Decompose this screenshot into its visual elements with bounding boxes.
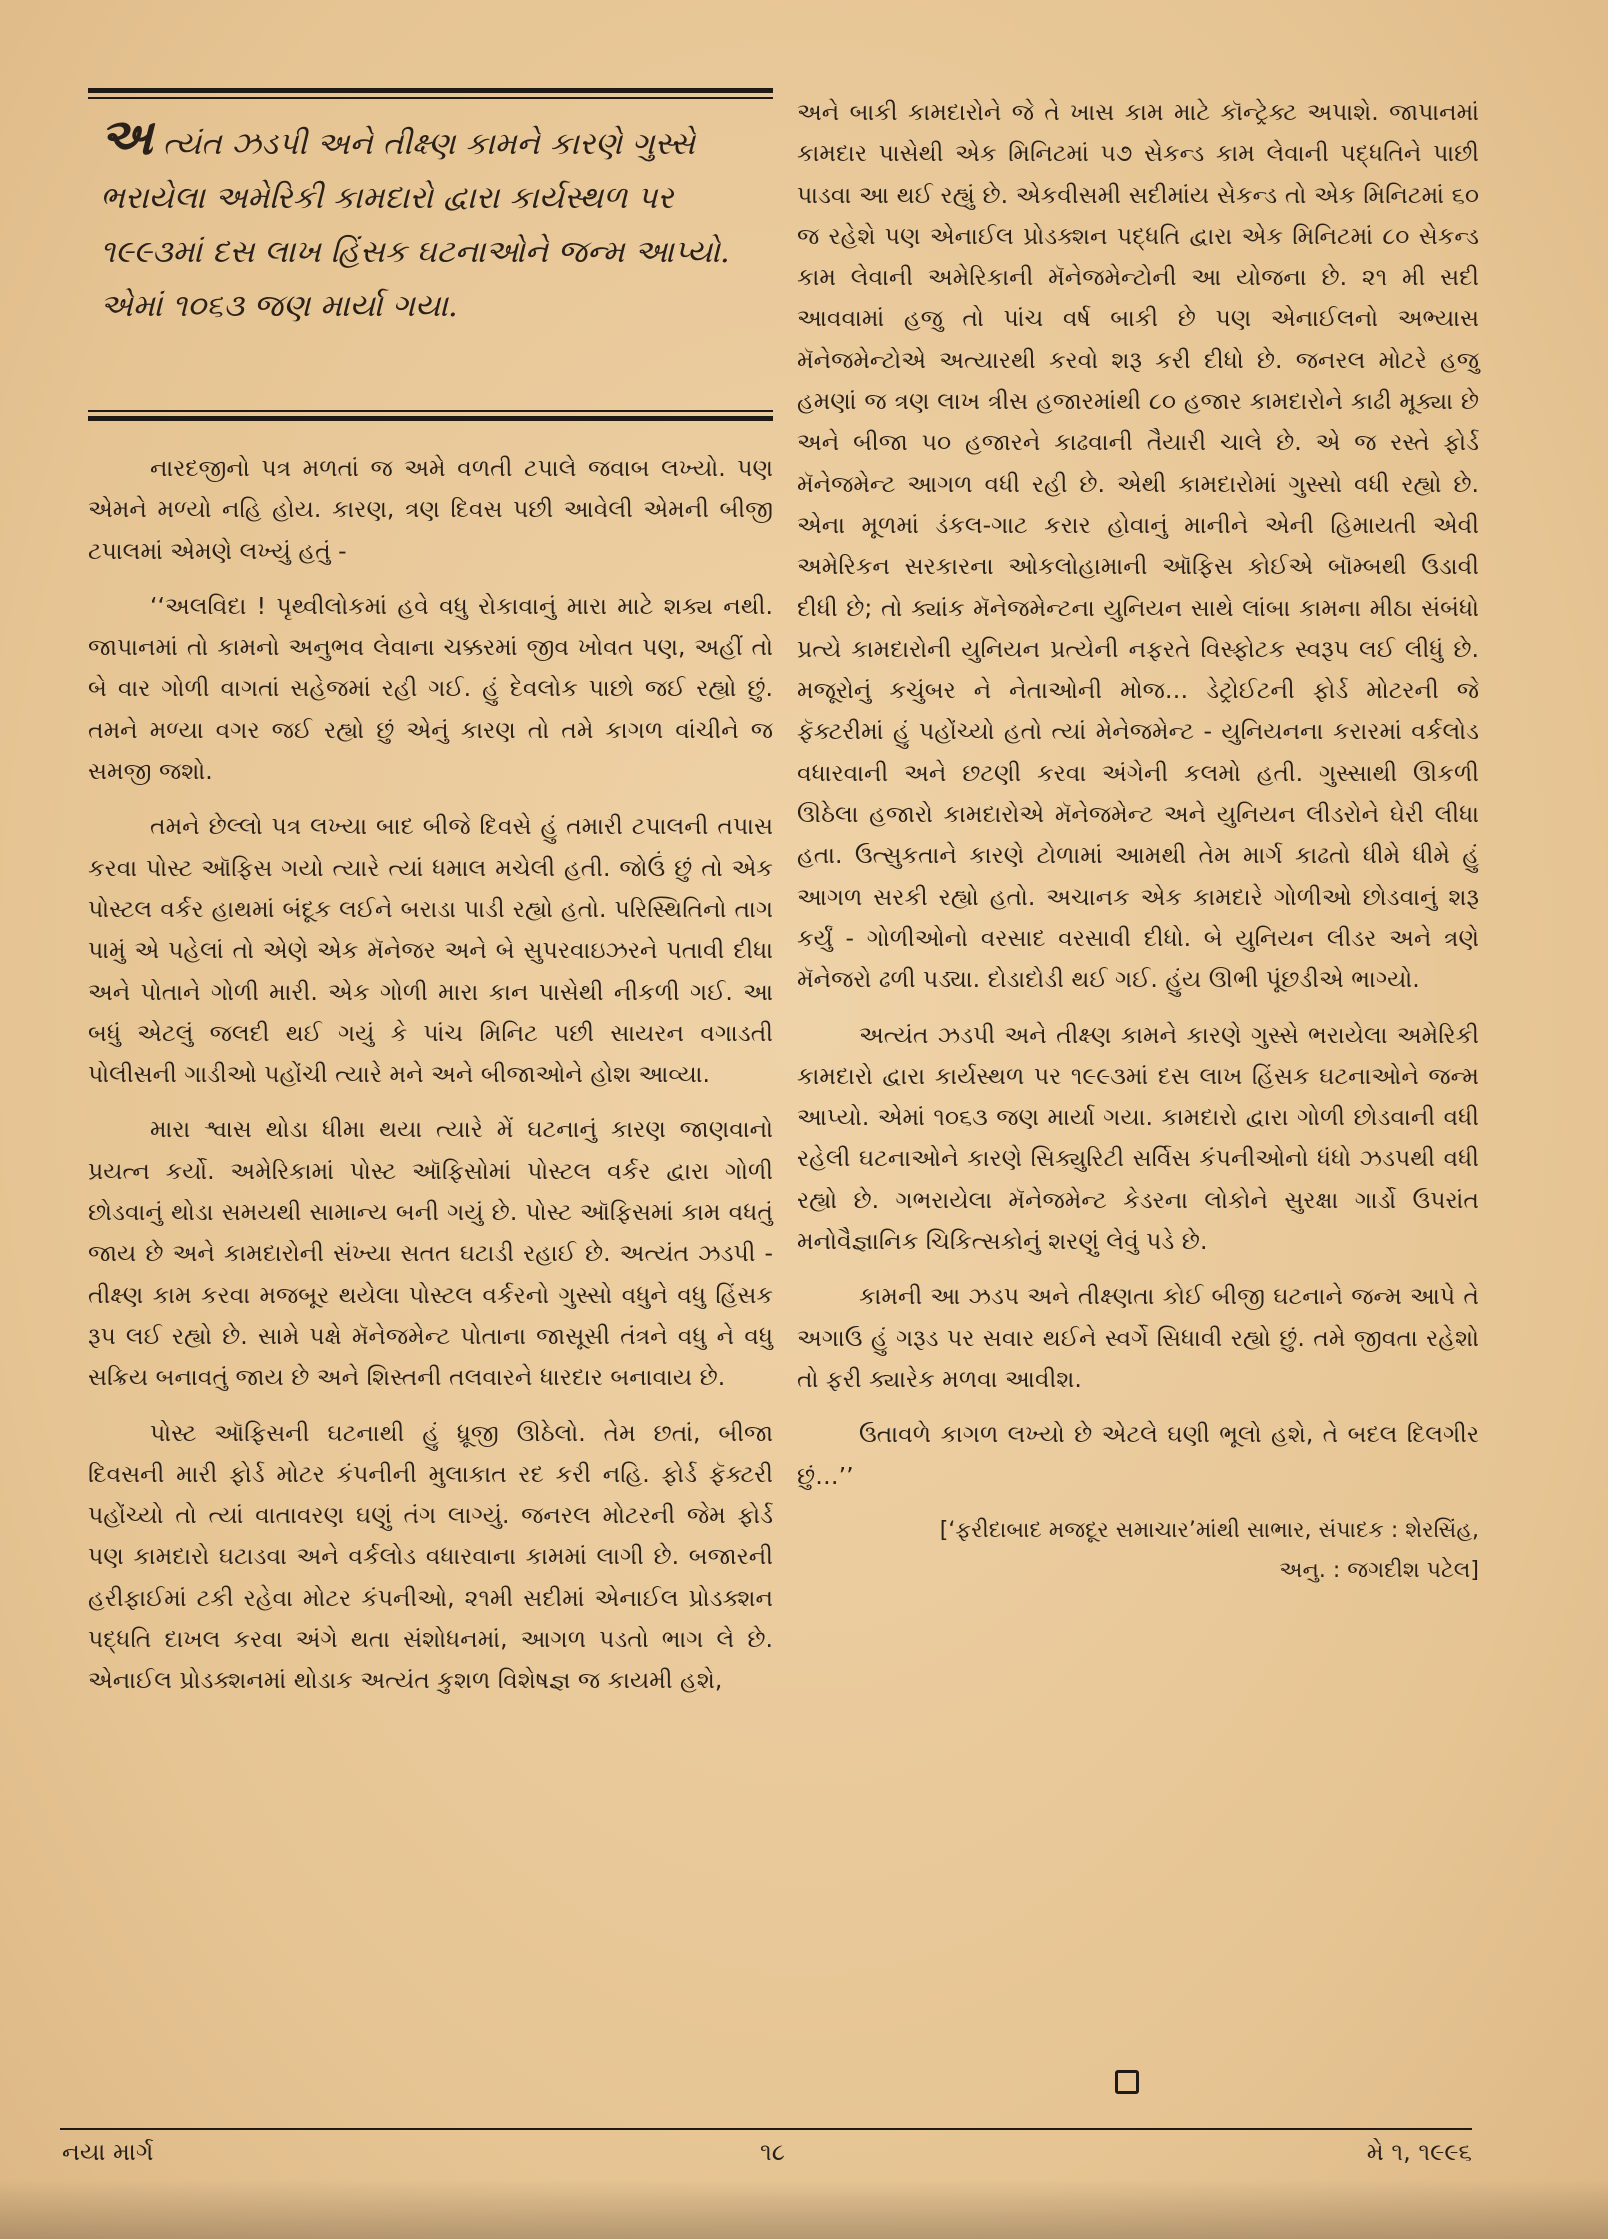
pull-quote	[100, 107, 760, 333]
paragraph: તમને છેલ્લો પત્ર લખ્યા બાદ બીજે દિવસે હું તમારી ટપાલની તપાસ કરવા પોસ્ટ ઑફિસ ગયો ત્યારે ત્યાં ધમાલ મચેલી હતી. જોઉં છું તો એક પોસ્ટલ વર્કર હાથમાં બંદૂક લઈને બરાડા પાડી રહ્યો હતો. પરિસ્થિતિનો તાગ પામું એ પહેલાં તો એણે એક મૅનેજર અને બે સુપરવાઇઝરને પતાવી દીધા અને પોતાને ગોળી મારી. એક ગોળી મારા કાન પાસેથી નીકળી ગઈ. આ બધું એટલું જલદી થઈ ગયું કે પાંચ મિનિટ પછી સાયરન વગાડતી પોલીસની ગાડીઓ પહોંચી ત્યારે મને અને બીજાઓને હોશ આવ્યા.	[88, 812, 773, 1089]
pull-quote-text: ત્યંત ઝડપી અને તીક્ષ્ણ કામને કારણે ગુસ્સે ભરાયેલા અમેરિકી કામદારો દ્વારા કાર્યસ્થળ પર ૧૯૯૩માં દસ લાખ હિંસક ઘટનાઓને જન્મ આપ્યો. એમાં ૧૦૬૩ જણ માર્યા ગયા.	[100, 126, 730, 324]
footer-page-number: ૧૮	[760, 2138, 785, 2166]
source-credit	[797, 1511, 1479, 1591]
end-mark-icon	[1115, 2070, 1139, 2094]
paragraph: ‘‘અલવિદા ! પૃથ્વીલોકમાં હવે વધુ રોકાવાનું મારા માટે શક્ય નથી. જાપાનમાં તો કામનો અનુભવ લેવાના ચક્કરમાં જીવ ખોવત પણ, અહીં તો બે વાર ગોળી વાગતાં સહેજમાં રહી ગઈ. હું દેવલોક પાછો જઈ રહ્યો છું. તમને મળ્યા વગર જઈ રહ્યો છું એનું કારણ તો તમે કાગળ વાંચીને જ સમજી જશો.	[88, 591, 773, 786]
footer-date: મે ૧, ૧૯૯૬	[1366, 2138, 1472, 2166]
paragraph: મારા શ્વાસ થોડા ધીમા થયા ત્યારે મેં ઘટનાનું કારણ જાણવાનો પ્રયત્ન કર્યો. અમેરિકામાં પોસ્ટ ઑફિસોમાં પોસ્ટલ વર્કર દ્વારા ગોળી છોડવાનું થોડા સમયથી સામાન્ય બની ગયું છે. પોસ્ટ ઑફિસમાં કામ વધતું જાય છે અને કામદારોની સંખ્યા સતત ઘટાડી રહાઈ છે. અત્યંત ઝડપી - તીક્ષ્ણ કામ કરવા મજબૂર થયેલા પોસ્ટલ વર્કરનો ગુસ્સો વધુને વધુ હિંસક રૂપ લઈ રહ્યો છે. સામે પક્ષે મૅનેજમેન્ટ પોતાના જાસૂસી તંત્રને વધુ ને વધુ સક્રિય બનાવતું જાય છે અને શિસ્તની તલવારને ધારદાર બનાવાય છે.	[88, 1115, 773, 1392]
left-body-text	[88, 448, 773, 1716]
source-credit-line: [‘ફરીદાબાદ મજદૂર સમાચાર’માંથી સાભાર, સંપાદક : શેરસિંહ,	[939, 1517, 1479, 1543]
pull-quote-bottom-rule-thin	[88, 410, 773, 412]
paragraph: અત્યંત ઝડપી અને તીક્ષ્ણ કામને કારણે ગુસ્સે ભરાયેલા અમેરિકી કામદારો દ્વારા કાર્યસ્થળ પર ૧૯૯૩માં દસ લાખ હિંસક ઘટનાઓને જન્મ આપ્યો. એમાં ૧૦૬૩ જણ માર્યા ગયા. કામદારો દ્વારા ગોળી છોડવાની વધી રહેલી ઘટનાઓને કારણે સિક્યુરિટી સર્વિસ કંપનીઓનો ધંધો ઝડપથી વધી રહ્યો છે. ગભરાયેલા મૅનેજમેન્ટ કેડરના લોકોને સુરક્ષા ગાર્ડો ઉપરાંત મનોવૈજ્ઞાનિક ચિકિત્સકોનું શરણું લેવું પડે છે.	[797, 1020, 1479, 1256]
paragraph: પોસ્ટ ઑફિસની ઘટનાથી હું ધ્રૂજી ઊઠેલો. તેમ છતાં, બીજા દિવસની મારી ફોર્ડ મોટર કંપનીની મુલાકાત રદ કરી નહિ. ફોર્ડ ફૅક્ટરી પહોંચ્યો તો ત્યાં વાતાવરણ ઘણું તંગ લાગ્યું. જનરલ મોટરની જેમ ફોર્ડ પણ કામદારો ઘટાડવા અને વર્કલોડ વધારવાના કામમાં લાગી છે. બજારની હરીફાઈમાં ટકી રહેવા મોટર કંપનીઓ, ૨૧મી સદીમાં એનાઈલ પ્રોડક્શન પદ્ધતિ દાખલ કરવા અંગે થતા સંશોધનમાં, આગળ પડતો ભાગ લે છે. એનાઈલ પ્રોડક્શનમાં થોડાક અત્યંત કુશળ વિશેષજ્ઞ જ કાયમી હશે,	[88, 1418, 773, 1695]
right-body-text	[797, 92, 1479, 1591]
pull-quote-dropcap: અ	[100, 107, 153, 166]
pull-quote-top-rule-thin	[88, 97, 773, 99]
pull-quote-top-rule	[88, 88, 773, 93]
paragraph: નારદજીનો પત્ર મળતાં જ અમે વળતી ટપાલે જવાબ લખ્યો. પણ એમને મળ્યો નહિ હોય. કારણ, ત્રણ દિવસ પછી આવેલી એમની બીજી ટપાલમાં એમણે લખ્યું હતું -	[88, 454, 773, 565]
paragraph: અને બાકી કામદારોને જે તે ખાસ કામ માટે કૉન્ટ્રેક્ટ અપાશે. જાપાનમાં કામદાર પાસેથી એક મિનિટમાં ૫૭ સેકન્ડ કામ લેવાની પદ્ધતિને પાછી પાડવા આ થઈ રહ્યું છે. એકવીસમી સદીમાંય સેકન્ડ તો એક મિનિટમાં ૬૦ જ રહેશે પણ એનાઈલ પ્રોડક્શન પદ્ધતિ દ્વારા એક મિનિટમાં ૮૦ સેકન્ડ કામ લેવાની અમેરિકાની મૅનેજમેન્ટોની આ યોજના છે. ૨૧ મી સદી આવવામાં હજુ તો પાંચ વર્ષ બાકી છે પણ એનાઈલનો અભ્યાસ મૅનેજમેન્ટોએ અત્યારથી કરવો શરૂ કરી દીધો છે. જનરલ મોટરે હજુ હમણાં જ ત્રણ લાખ ત્રીસ હજારમાંથી ૮૦ હજાર કામદારોને કાઢી મૂક્યા છે અને બીજા ૫૦ હજારને કાઢવાની તૈયારી ચાલે છે. એ જ રસ્તે ફોર્ડ મૅનેજમેન્ટ આગળ વધી રહી છે. એથી કામદારોમાં ગુસ્સો વધી રહ્યો છે. એના મૂળમાં ડંકલ-ગાટ કરાર હોવાનું માનીને એની હિમાયતી એવી અમેરિકન સરકારના ઓકલોહામાની ઑફિસ કોઈએ બૉમ્બથી ઉડાવી દીધી છે; તો ક્યાંક મૅનેજમેન્ટના યુનિયન સાથે લાંબા કામના મીઠા સંબંધો પ્રત્યે કામદારોની યુનિયન પ્રત્યેની નફરતે વિસ્ફોટક સ્વરૂપ લઈ લીધું છે. મજૂરોનું કચુંબર ને નેતાઓની મોજ… ડેટ્રોઈટની ફોર્ડ મોટરની જે ફૅક્ટરીમાં હું પહોંચ્યો હતો ત્યાં મેનેજમેન્ટ - યુનિયનના કરારમાં વર્કલોડ વધારવાની અને છટણી કરવા અંગેની કલમો હતી. ગુસ્સાથી ઊકળી ઊઠેલા હજારો કામદારોએ મૅનેજમેન્ટ અને યુનિયન લીડરોને ઘેરી લીધા હતા. ઉત્સુકતાને કારણે ટોળામાં આમથી તેમ માર્ગ કાઢતો ધીમે ધીમે હું આગળ સરકી રહ્યો હતો. અચાનક એક કામદારે ગોળીઓ છોડવાનું શરૂ કર્યું - ગોળીઓનો વરસાદ વરસાવી દીધો. બે યુનિયન લીડર અને ત્રણે મૅનેજરો ઢળી પડ્યા. દોડાદોડી થઈ ગઈ. હુંય ઊભી પૂંછડીએ ભાગ્યો.	[797, 98, 1479, 994]
pull-quote-bottom-rule	[88, 416, 773, 421]
footer-publication: નયા માર્ગ	[62, 2138, 154, 2166]
page-edge-shadow	[0, 2179, 1608, 2239]
paragraph: કામની આ ઝડપ અને તીક્ષ્ણતા કોઈ બીજી ઘટનાને જન્મ આપે તે અગાઉ હું ગરૂડ પર સવાર થઈને સ્વર્ગે સિધાવી રહ્યો છું. તમે જીવતા રહેશો તો ફરી ક્યારેક મળવા આવીશ.	[797, 1282, 1479, 1393]
footer-rule	[60, 2128, 1472, 2130]
paragraph: ઉતાવળે કાગળ લખ્યો છે એટલે ઘણી ભૂલો હશે, તે બદલ દિલગીર છું…’’	[797, 1420, 1479, 1490]
translator-credit-line: અનુ. : જગદીશ પટેલ]	[1279, 1557, 1479, 1583]
